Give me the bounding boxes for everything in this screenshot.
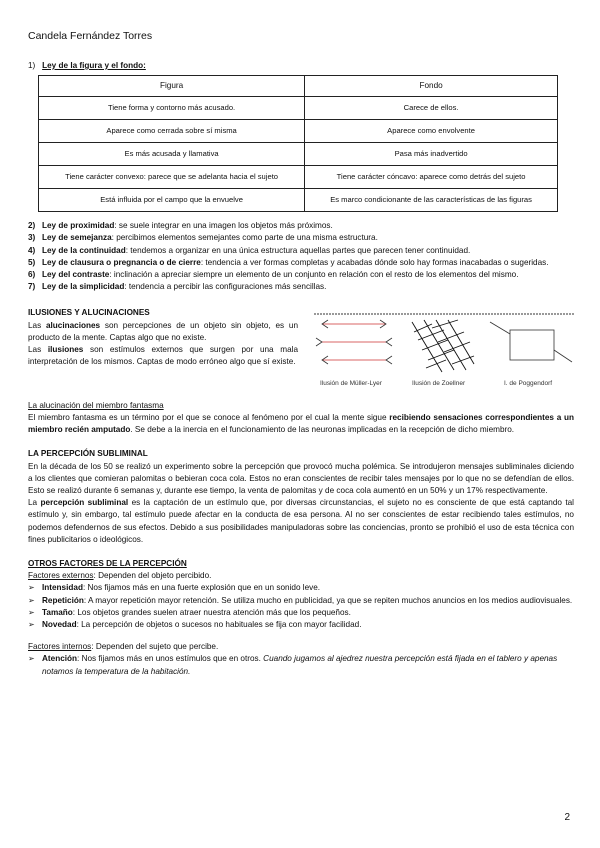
table-row: Tiene forma y contorno más acusado. Carece de ellos. <box>39 97 558 120</box>
optical-illusions-image <box>314 312 574 390</box>
figure-ground-table <box>38 75 558 212</box>
poggendorf-label: I. de Poggendorf <box>504 379 553 387</box>
phantom-limb-title: La alucinación del miembro fantasma <box>28 400 164 410</box>
external-factors-heading: Factores externos: Dependen del objeto percibido. <box>28 571 212 581</box>
list-item: ➢ Tamaño: Los objetos grandes suelen atraer nuestra atención más que los pequeños. <box>28 607 574 619</box>
zoellner-illusion <box>412 320 474 372</box>
list-item: 3) Ley de semejanza: percibimos elementos semejantes como parte de una misma estructura. <box>28 233 378 243</box>
phantom-limb-paragraph: El miembro fantasma es un término por el que se conoce al fenómeno por el cual la mente sigue recibiendo sensaciones correspondientes a un miembro recién amputado. Se debe a la inercia en el funcionamiento de las neuronas implicadas en la recepción de dicho miembro. <box>28 413 574 435</box>
muller-lyer-label: Ilusión de Müller-Lyer <box>320 379 382 387</box>
subliminal-paragraph-2: La percepción subliminal es la captación de un estímulo que, por diversas circunstancias, el sujeto no es consciente de que está captando tal estímulo y, sin embargo, tal estímulo puede afectar en la conducta de esa persona. Al no ser conscientes de estar recibiendo tales estímulos, no podemos defendernos de sus efectos. Debido a sus posibilidades manipuladoras sobre las conciencias, pronto se prohibió el uso de esta técnica con fines publicitarios o ideológicos. <box>28 498 575 544</box>
hallucinations-paragraph: Las alucinaciones son percepciones de un objeto sin objeto, es un producto de la mente. Captas algo que no existe. <box>28 320 298 342</box>
list-item: 4) Ley de la continuidad: tendemos a organizar en una única estructura aquellas partes que parecen tener continuidad. <box>28 245 471 255</box>
bullet-arrow-icon: ➢ <box>28 583 35 593</box>
list-item: ➢ Repetición: A mayor repetición mayor retención. Se utiliza mucho en publicidad, ya que se repiten muchos anuncios en los medios audiovisuales. <box>28 595 574 607</box>
poggendorf-illusion <box>490 322 572 362</box>
list-item: 5) Ley de clausura o pregnancia o de cierre: tendencia a ver formas completas y acabadas dónde solo hay formas inacabadas o sugeridas. <box>28 257 549 267</box>
illusions-section <box>28 320 574 394</box>
list-item: 6) Ley del contraste: inclinación a apreciar siempre un elemento de un conjunto en relación con el resto de los elementos del mismo. <box>28 270 519 280</box>
table-header-fondo: Fondo <box>305 76 558 97</box>
list-item: ➢ Intensidad: Nos fijamos más en una fuerte explosión que en un sonido leve. <box>28 582 574 594</box>
list-item: 2) Ley de proximidad: se suele integrar en una imagen los objetos más próximos. <box>28 221 333 231</box>
external-factors-list <box>28 582 574 631</box>
table-header-figura: Figura <box>39 76 305 97</box>
optical-illusions-figure <box>314 312 574 394</box>
subliminal-paragraph-1: En la década de los 50 se realizó un experimento sobre la percepción que provocó mucha polémica. Se introdujeron mensajes subliminales diciendo a los clientes que comieran palomitas o bebieran coca cola. Estos no eran conscientes de recibir tales mensajes por lo que no se defendían de ellos. Esto se realizó durante 6 semanas y, durante ese tiempo, la venta de palomitas y de coca cola aumentó en un 50% y un 17% respectivamente. <box>28 461 574 496</box>
document-body <box>28 60 574 678</box>
author-name: Candela Fernández Torres <box>28 30 153 42</box>
table-row: Está influida por el campo que la envuelve Es marco condicionante de las características de las figuras <box>39 189 558 212</box>
internal-factors-heading: Factores internos: Dependen del sujeto que percibe. <box>28 642 219 652</box>
zoellner-label: Ilusión de Zoellner <box>412 379 466 387</box>
bullet-arrow-icon: ➢ <box>28 607 35 617</box>
subliminal-title: LA PERCEPCIÓN SUBLIMINAL <box>28 449 148 459</box>
list-item: 7) Ley de la simplicidad: tendencia a percibir las configuraciones más sencillas. <box>28 282 327 292</box>
law1-heading: 1) Ley de la figura y el fondo: <box>28 61 146 70</box>
table-row: Tiene carácter convexo: parece que se adelanta hacia el sujeto Tiene carácter cóncavo: aparece como detrás del sujeto <box>39 166 558 189</box>
list-item: ➢ Atención: Nos fijamos más en unos estímulos que en otros. Cuando jugamos al ajedrez nuestra percepción está fijada en el tablero y apenas notamos la temperatura de la habitación. <box>28 653 574 677</box>
illusions-paragraph: Las ilusiones son estímulos externos que surgen por una mala interpretación de los mismos. Captas de modo erróneo algo que sí existe. <box>28 345 298 367</box>
table-row: Aparece como cerrada sobre sí misma Aparece como envolvente <box>39 120 558 143</box>
factors-title: OTROS FACTORES DE LA PERCEPCIÓN <box>28 559 187 569</box>
bullet-arrow-icon: ➢ <box>28 620 35 630</box>
list-item: ➢ Novedad: La percepción de objetos o sucesos no habituales se fija con mayor facilidad. <box>28 619 574 631</box>
law1-title: Ley de la figura y el fondo: <box>42 61 146 70</box>
bullet-arrow-icon: ➢ <box>28 654 35 664</box>
illusions-title: ILUSIONES Y ALUCINACIONES <box>28 308 150 318</box>
internal-factors-list <box>28 653 574 677</box>
bullet-arrow-icon: ➢ <box>28 595 35 605</box>
table-row: Es más acusada y llamativa Pasa más inadvertido <box>39 143 558 166</box>
page-number: 2 <box>564 812 570 823</box>
gestalt-laws-list <box>28 220 574 293</box>
muller-lyer-illusion <box>316 320 392 364</box>
